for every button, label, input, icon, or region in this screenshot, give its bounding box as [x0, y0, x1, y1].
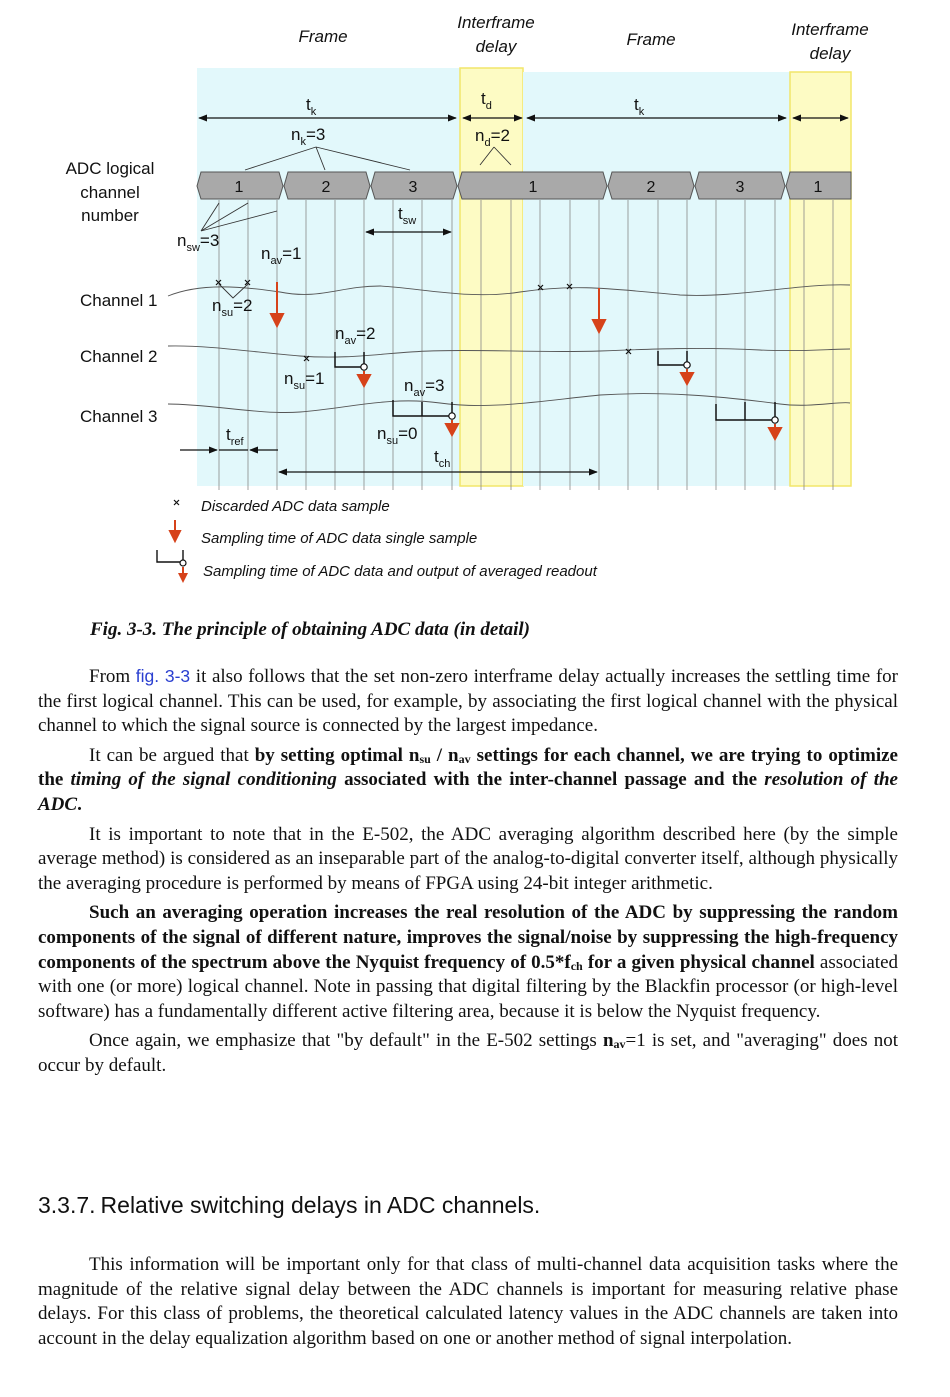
paragraph-1: [38, 664, 898, 739]
legend-discarded: Discarded ADC data sample: [201, 498, 390, 515]
nd-label: $n_d=2$: [475, 126, 510, 149]
channel-3-label: Channel 3: [80, 407, 158, 426]
section-heading: [38, 1192, 540, 1219]
nav1-label: $n_{av}=1$: [261, 244, 302, 267]
td-label: $t_d$: [481, 89, 492, 112]
channel-block-label: 3: [735, 179, 745, 196]
interframe-label-left-2: delay: [475, 37, 517, 56]
section-title: Relative switching delays in ADC channels.: [100, 1192, 541, 1218]
section-number: 3.3.7.: [38, 1192, 96, 1218]
frame-region-left: [197, 68, 460, 486]
adc-timing-diagram: [0, 0, 950, 600]
nk-label: $n_k=3$: [291, 125, 326, 148]
legend-averaged: Sampling time of ADC data and output of averaged readout: [203, 563, 597, 580]
channel-block-label: 1: [813, 179, 823, 196]
frame-label-right: Frame: [626, 30, 676, 49]
frame-region-right: [523, 72, 790, 486]
single-sample-icon: [170, 520, 180, 541]
p4-bold: Such an averaging operation increases the real resolution of the ADC by suppressing the random components of the signal of different nature, improves the signal/noise by suppressing the high-frequency components of the spectrum above the Nyquist frequency of $0.5*f_{ch}$ for a given physical channel: [38, 902, 898, 973]
nsu2-label: $n_{su}=2$: [212, 296, 253, 319]
paragraph-2: [38, 744, 898, 818]
channel-2-label: Channel 2: [80, 347, 158, 366]
p1-text-a: From: [89, 666, 136, 687]
legend-single: Sampling time of ADC data single sample: [201, 530, 478, 547]
tk-label-right: $t_k$: [634, 95, 645, 118]
frame-label-left: Frame: [298, 27, 348, 46]
p4-text: associated with one (or more) logical channel. Note in passing that digital filtering by the Blackfin processor (or high-level software) has a fundamentally different active filtering area, because it is below the Nyquist frequency.: [38, 951, 898, 1022]
adc-label-line1: ADC logical: [65, 159, 155, 178]
p2-italic-1: timing of the signal conditioning: [70, 769, 337, 791]
p2-bold-1: by setting optimal $n_{su} / n_{av}$ settings for each channel, we are trying to optimize the timing of the signal conditioning associated with the inter-channel passage and the resolution of the ADC.: [38, 744, 898, 815]
paragraph-3: It is important to note that in the E-502, the ADC averaging algorithm described here (by the simple average method) is considered as an inseparable part of the analog-to-digital converter itself, although physically the averaging procedure is performed by means of FPGA using 24-bit integer arithmetic.: [38, 823, 898, 894]
channel-block-label: 1: [234, 179, 244, 196]
p1-text-b: it also follows that the set non-zero interframe delay actually increases the settling time for the first logical channel. This can be used, for example, by associating the first logical channel with the physical channel to which the signal source is connected by the largest impedance.: [38, 666, 898, 737]
nav3-label: $n_{av}=3$: [404, 376, 445, 399]
channel-block-label: 3: [408, 179, 418, 196]
interframe-label-left-1: Interframe: [457, 13, 535, 32]
paragraph-4: [38, 901, 898, 1024]
adc-label-line3: number: [81, 206, 139, 225]
channel-1-label: Channel 1: [80, 291, 158, 310]
nsu1-label: $n_{su}=1$: [284, 369, 325, 392]
interframe-label-right-2: delay: [809, 44, 851, 63]
interframe-label-right-1: Interframe: [791, 20, 869, 39]
figure-link[interactable]: fig. 3-3: [135, 666, 191, 686]
p2-italic-2: resolution of the ADC: [38, 769, 898, 815]
body-section-2: [38, 1253, 898, 1356]
tk-label-left: $t_k$: [306, 95, 317, 118]
tref-label: $t_{ref}$: [226, 425, 244, 448]
nsw-label: $n_{sw}=3$: [177, 231, 220, 254]
figure-caption: Fig. 3-3. The principle of obtaining ADC data (in detail): [90, 619, 531, 640]
paragraph-6: This information will be important only for that class of multi-channel data acquisition tasks where the magnitude of the relative signal delay between the ADC channels is important for measuring relative phase delays. For this class of problems, the theoretical calculated latency values in the ADC channels are taken into account in the delay equalization algorithm based on one or another method of signal interpolation.: [38, 1254, 898, 1349]
interframe-delay-region-right: [790, 72, 851, 486]
channel-block-label: 2: [321, 179, 331, 196]
adc-label-line2: channel: [80, 183, 140, 202]
legend: [157, 498, 598, 583]
nav2-label: $n_{av}=2$: [335, 324, 376, 347]
p2-text-a: It can be argued that: [89, 744, 255, 766]
tsw-label: $t_{sw}$: [398, 204, 417, 227]
channel-blocks: [197, 172, 851, 199]
nsu0-label: $n_{su}=0$: [377, 424, 418, 447]
averaged-readout-icon: [157, 550, 188, 583]
paragraph-5: Once again, we emphasize that "by default" in the E-502 settings $n_{av}=1$ is set, and "averaging" does not occur by default.: [38, 1030, 898, 1076]
p5-bold: $n_{av}$: [602, 1030, 626, 1052]
channel-block-label: 2: [646, 179, 656, 196]
body-section-1: [38, 664, 898, 1084]
discarded-sample-icon: [174, 500, 179, 505]
tch-label: $t_{ch}$: [434, 447, 451, 470]
channel-block-label: 1: [528, 179, 538, 196]
